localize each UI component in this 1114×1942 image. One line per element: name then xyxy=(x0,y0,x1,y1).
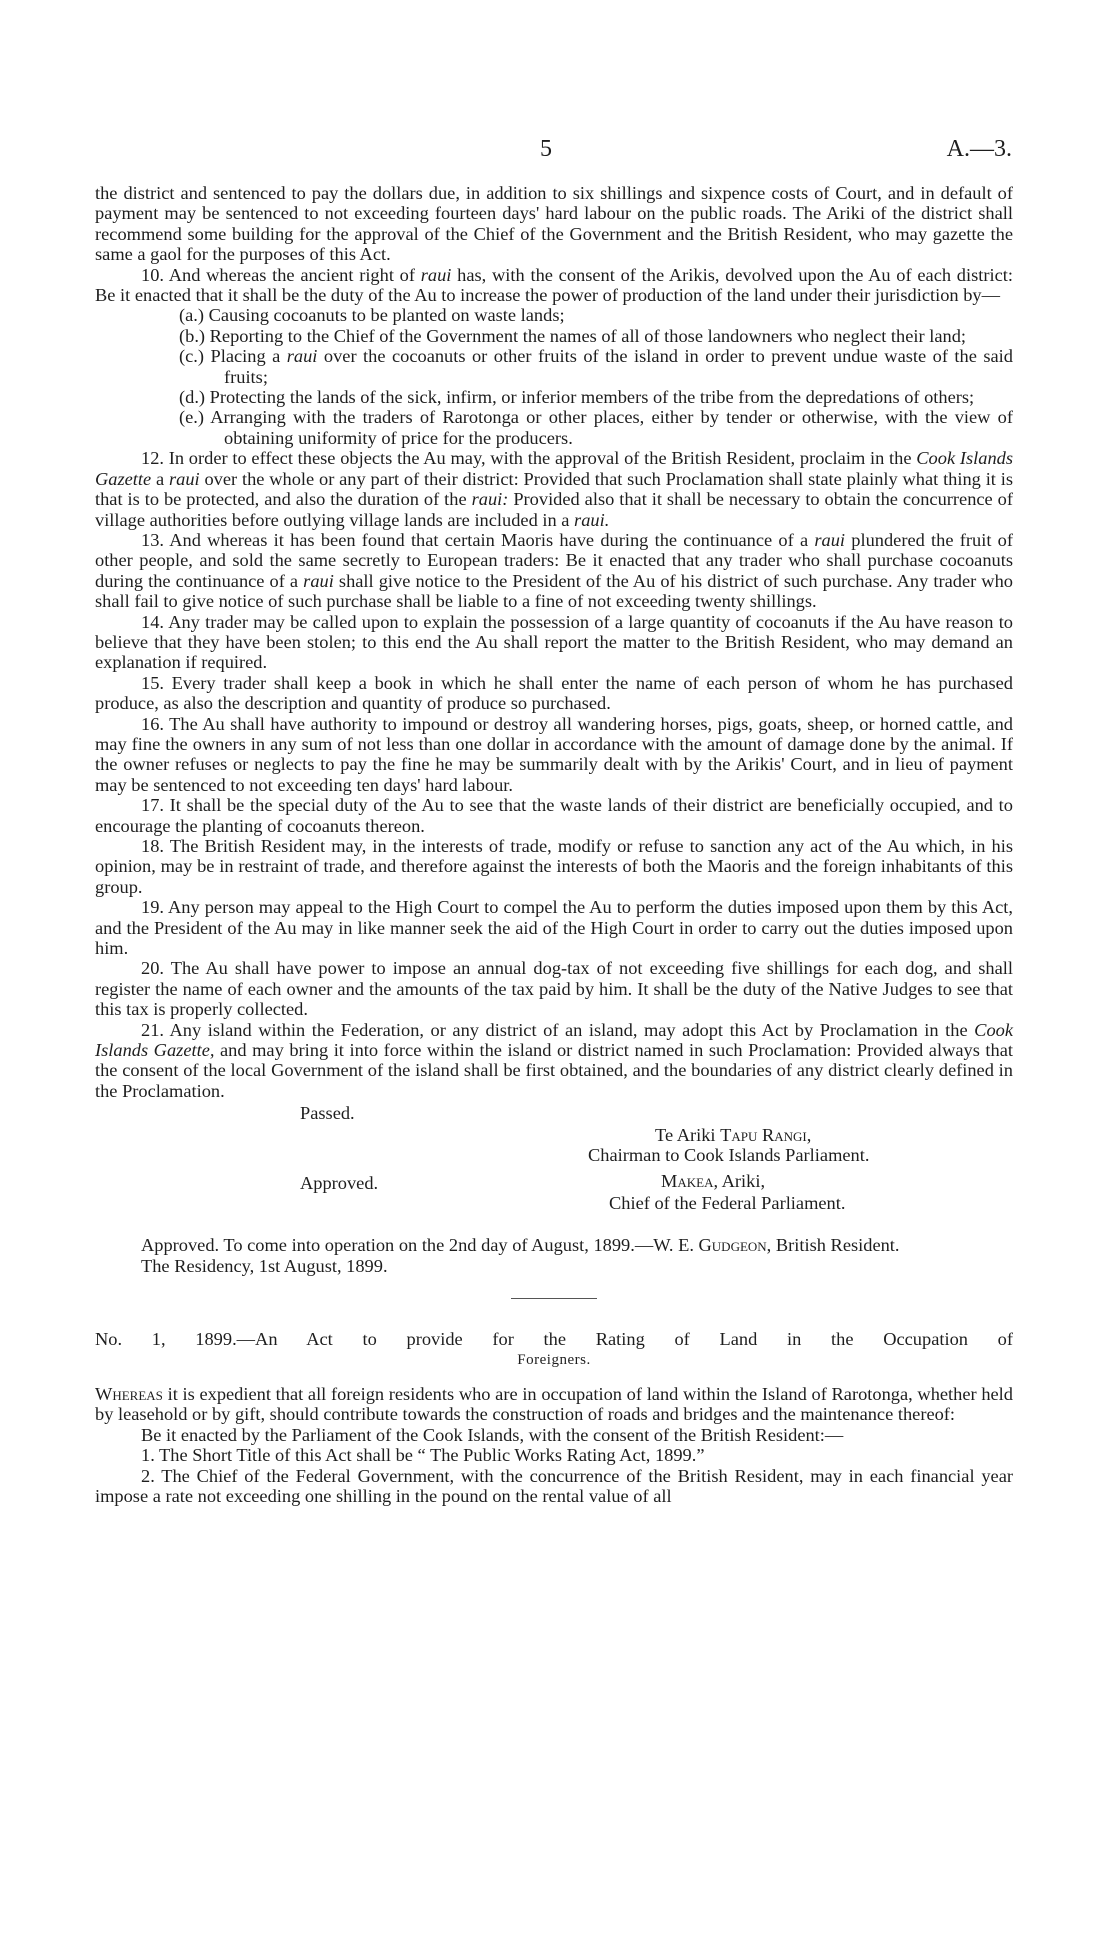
section-16: 16. The Au shall have authority to impound or destroy all wandering horses, pigs, goats, sheep, or horned cattle, and may fine the owners in any sum of not less than one dollar in accordance with the amount of damage done by the animal. If the owner refuses or neglects to pay the fine he may be summarily dealt with by the Arikis' Court, and in lieu of payment may be sentenced to not exceeding ten days' hard labour. xyxy=(95,713,1013,795)
body-text xyxy=(95,183,1013,1506)
list-item-c: (c.) Placing a raui over the cocoanuts or other fruits of the island in order to prevent undue waste of the said fruits; xyxy=(179,346,1013,387)
signatory-2-name: Makea, Ariki, xyxy=(661,1171,766,1192)
act-preamble: Whereas it is expedient that all foreign residents who are in occupation of land within the Island of Rarotonga, whether held by leasehold or by gift, should contribute towards the construction of roads and bridges and the maintenance thereof: xyxy=(95,1383,1013,1425)
section-10: 10. And whereas the ancient right of raui has, with the consent of the Arikis, devolved upon the Au of each district: Be it enacted that it shall be the duty of the Au to increase the power of production of the land under their jurisdiction by— xyxy=(95,264,1013,306)
signatory-1-name: Te Ariki Tapu Rangi, xyxy=(655,1125,812,1146)
list-item-b: (b.) Reporting to the Chief of the Government the names of all of those landowners who neglect their land; xyxy=(179,325,967,346)
act-section-1: 1. The Short Title of this Act shall be “ The Public Works Rating Act, 1899.” xyxy=(141,1445,705,1466)
approval-line: Approved. To come into operation on the 2nd day of August, 1899.—W. E. Gudgeon, British Resident. xyxy=(141,1235,900,1256)
section-17: 17. It shall be the special duty of the Au to see that the waste lands of their district are beneficially occupied, and to encourage the planting of cocoanuts thereon. xyxy=(95,795,1013,836)
act-title xyxy=(95,1329,1013,1370)
list-item-d: (d.) Protecting the lands of the sick, infirm, or inferior members of the tribe from the depredations of others; xyxy=(179,387,975,408)
section-20: 20. The Au shall have power to impose an annual dog-tax of not exceeding five shillings for each dog, and shall register the name of each owner and the amounts of the tax paid by him. It shall be the duty of the Native Judges to see that this tax is properly collected. xyxy=(95,958,1013,1020)
section-13: 13. And whereas it has been found that certain Maoris have during the continuance of a raui plundered the fruit of other people, and sold the same secretly to European traders: Be it enacted that any trader who shall purchase cocoanuts during the continuance of a raui shall give notice to the President of the Au of his district of such purchase. Any trader who shall fail to give notice of such purchase shall be liable to a fine of not exceeding twenty shillings. xyxy=(95,529,1013,612)
act-enacting-clause: Be it enacted by the Parliament of the Cook Islands, with the consent of the British Resident:— xyxy=(141,1424,844,1445)
page-reference: A.—3. xyxy=(946,136,1012,162)
signature-block xyxy=(95,1101,1013,1221)
signatory-2-title: Chief of the Federal Parliament. xyxy=(609,1193,846,1214)
list-item-a: (a.) Causing cocoanuts to be planted on waste lands; xyxy=(179,305,565,326)
act-title-line-2: Foreigners. xyxy=(517,1351,591,1368)
section-12: 12. In order to effect these objects the Au may, with the approval of the British Resident, proclaim in the Cook Islands Gazette a raui over the whole or any part of their district: Provided that such Proclamation shall state plainly what thing it is that is to be protected, and also the duration of the raui: Provided also that it shall be necessary to obtain the concurrence of village authorities before outlying village lands are included in a raui. xyxy=(95,448,1013,530)
act-section-2: 2. The Chief of the Federal Government, with the concurrence of the British Resident, may in each financial year impose a rate not exceeding one shilling in the pound on the rental value of all xyxy=(95,1465,1013,1506)
residency-line: The Residency, 1st August, 1899. xyxy=(141,1255,388,1276)
section-10-list xyxy=(179,305,1013,448)
page-number: 5 xyxy=(540,136,552,162)
section-15: 15. Every trader shall keep a book in which he shall enter the name of each person of whom he has purchased produce, as also the description and quantity of produce so purchased. xyxy=(95,672,1013,714)
section-19: 19. Any person may appeal to the High Court to compel the Au to perform the duties imposed upon them by this Act, and the President of the Au may in like manner seek the aid of the High Court in order to carry out the duties imposed upon him. xyxy=(95,897,1013,959)
paragraph-continued: the district and sentenced to pay the dollars due, in addition to six shillings and sixpence costs of Court, and in default of payment may be sentenced to not exceeding fourteen days' hard labour on the public roads. The Ariki of the district shall recommend some building for the approval of the Chief of the Government and the British Resident, who may gazette the same a gaol for the purposes of this Act. xyxy=(95,183,1013,265)
list-item-e: (e.) Arranging with the traders of Rarotonga or other places, either by tender or otherwise, with the view of obtaining uniformity of price for the producers. xyxy=(179,407,1013,448)
approved-label: Approved. xyxy=(300,1173,379,1194)
section-14: 14. Any trader may be called upon to explain the possession of a large quantity of cocoanuts if the Au have reason to believe that they have been stolen; to this end the Au shall report the matter to the British Resident, who may demand an explanation if required. xyxy=(95,611,1013,673)
section-21: 21. Any island within the Federation, or any district of an island, may adopt this Act by Proclamation in the Cook Islands Gazette, and may bring it into force within the island or district named in such Proclamation: Provided always that the consent of the local Government of the island shall be first obtained, and the boundaries of any district clearly defined in the Proclamation. xyxy=(95,1019,1013,1101)
act-title-line-1: No. 1, 1899.—An Act to provide for the Rating of Land in the Occupation of xyxy=(95,1329,1013,1350)
section-divider xyxy=(511,1298,597,1299)
section-18: 18. The British Resident may, in the interests of trade, modify or refuse to sanction any act of the Au which, in his opinion, may be in restraint of trade, and therefore against the interests of both the Maoris and the foreign inhabitants of this group. xyxy=(95,836,1013,897)
passed-label: Passed. xyxy=(300,1103,355,1124)
signatory-1-title: Chairman to Cook Islands Parliament. xyxy=(588,1145,870,1166)
